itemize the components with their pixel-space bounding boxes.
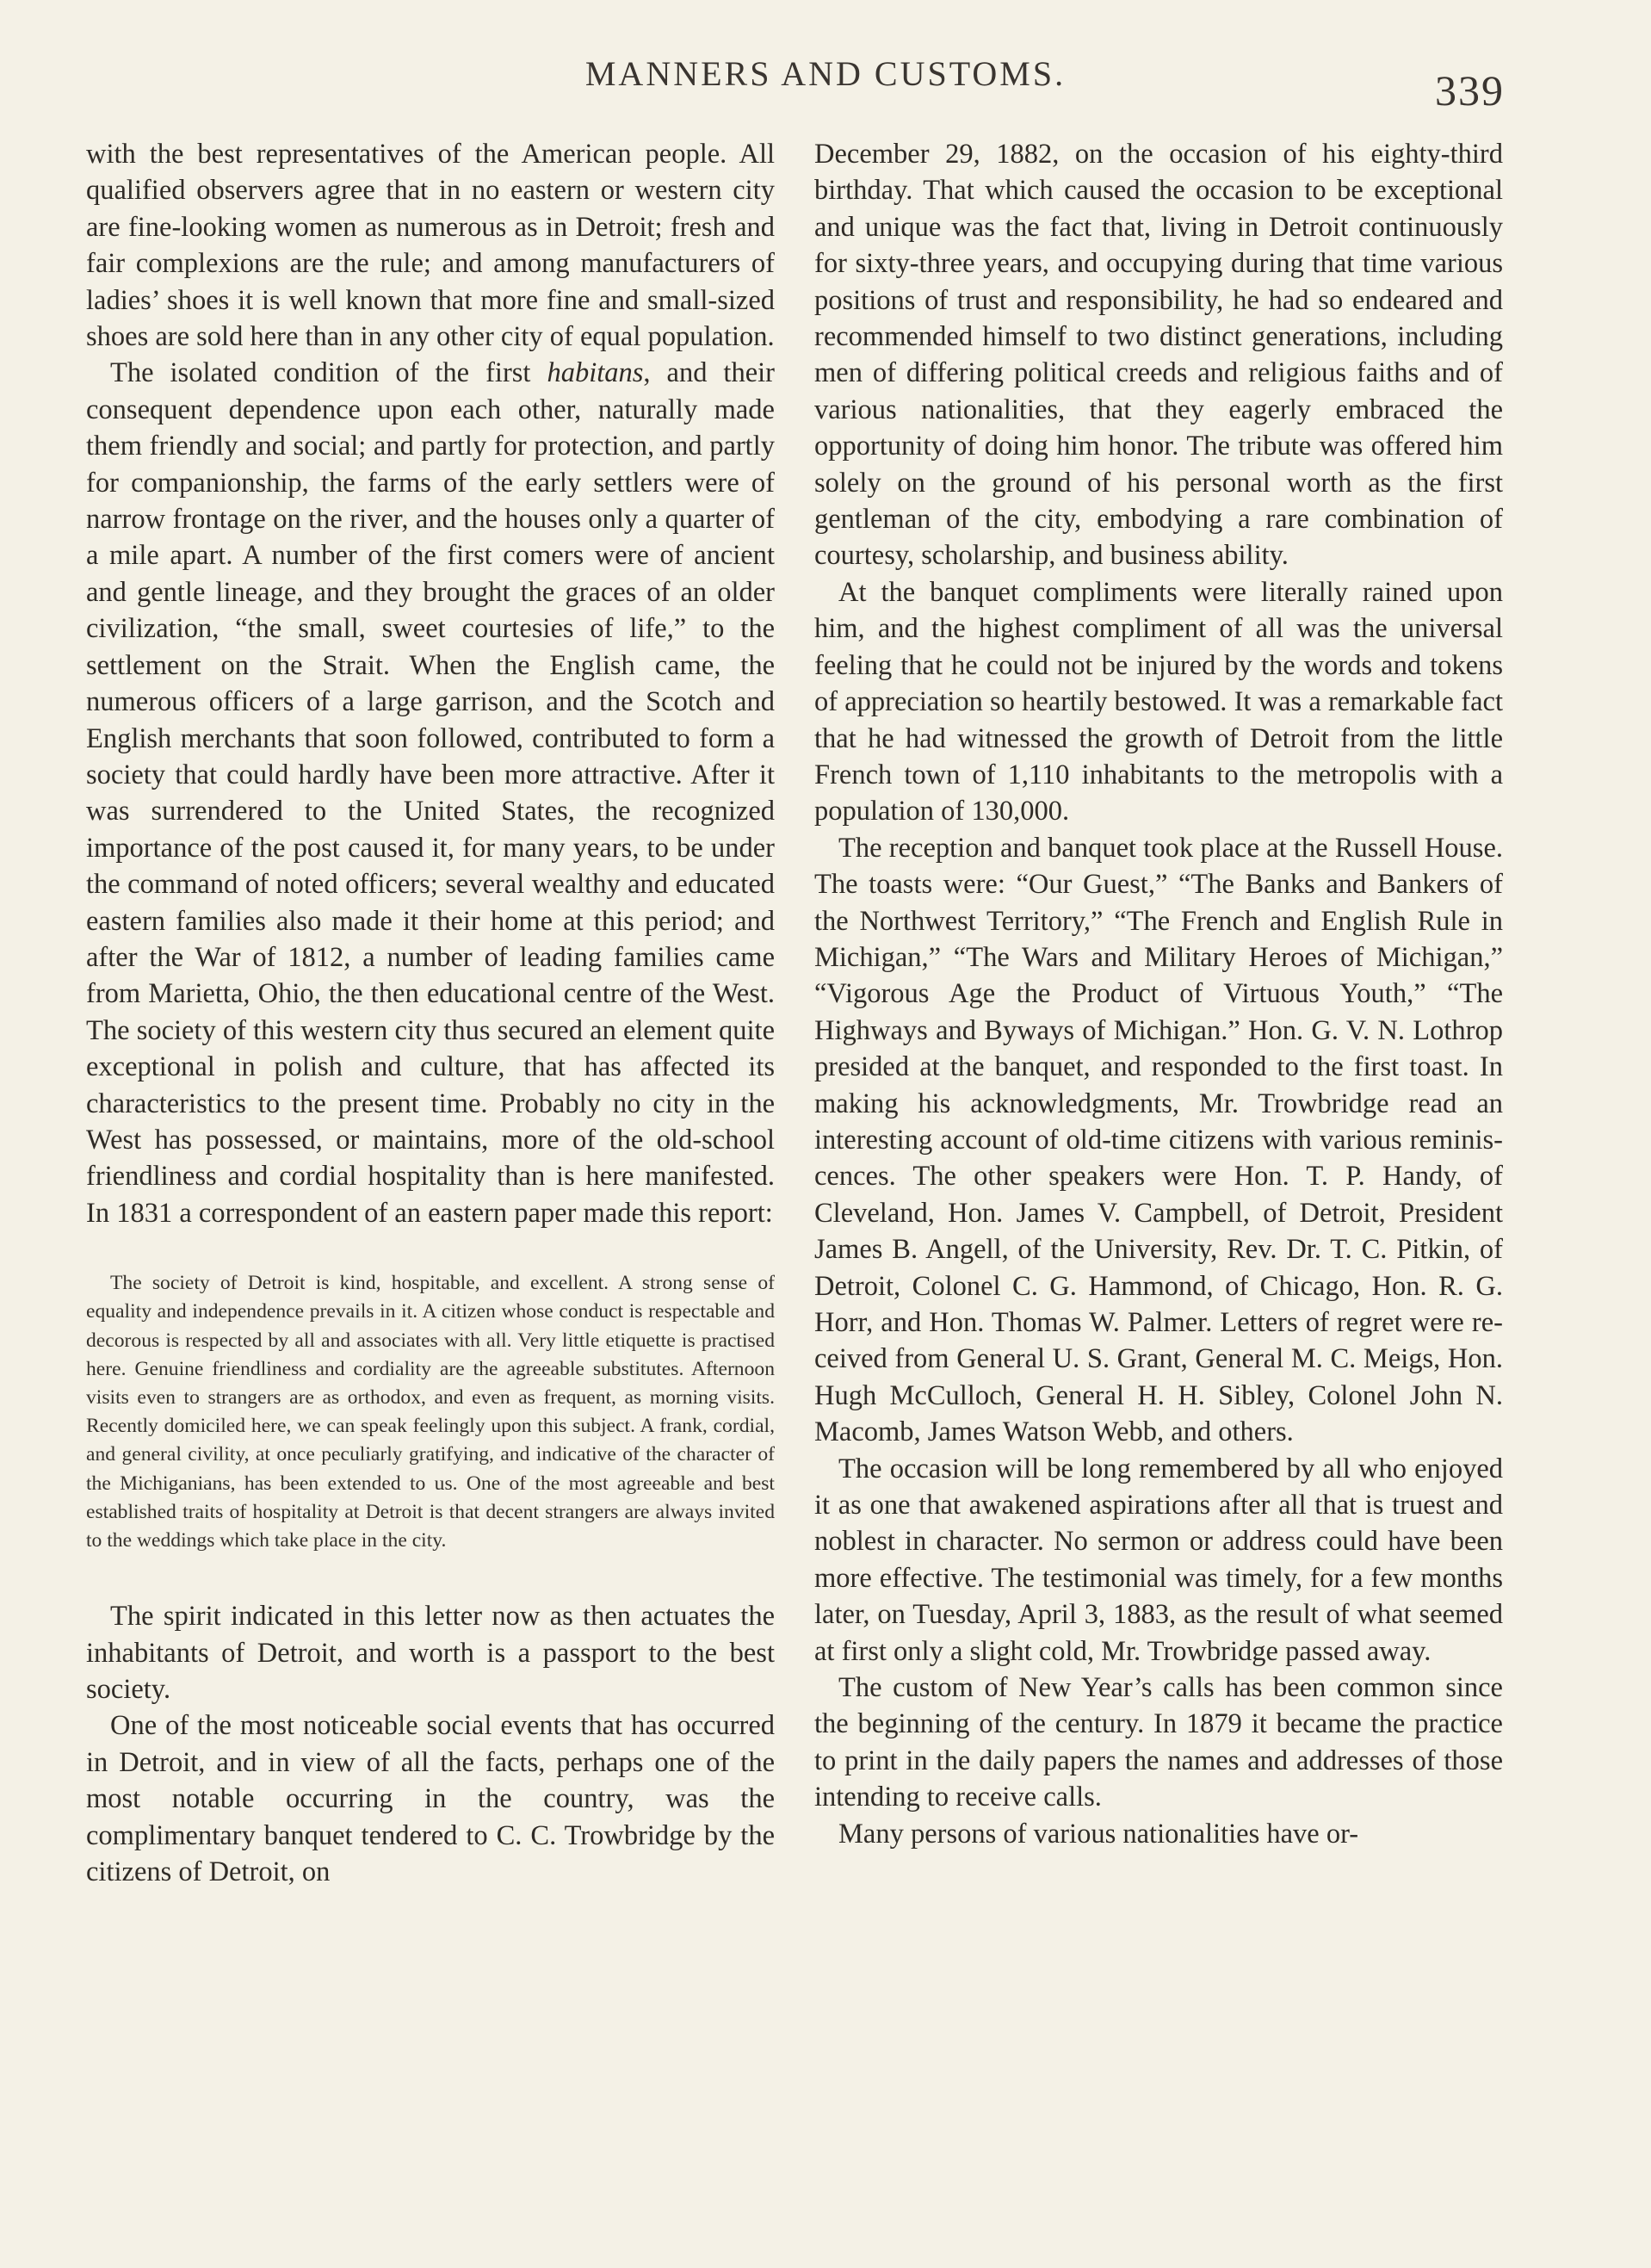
italic-term: habitans <box>547 357 644 389</box>
paragraph: One of the most noticeable social events that has occurred in Detroit, and in view of all the facts, perhaps one of the most notable occurring in the country, was the complimentary banquet tendered to C. C. Trowbridge by the citizens of Detroit, on <box>86 1710 775 1888</box>
left-column <box>86 136 775 1890</box>
paragraph <box>86 355 775 1231</box>
paragraph: The spirit indicated in this letter now as then actuates the inhabitants of Detroit, and worth is a passport to the best society. <box>86 1601 775 1706</box>
paragraph: At the banquet compliments were literally rained upon him, and the highest compliment of all was the universal feeling that he could not be injured by the words and tokens of appreciation so heartily bestowed. It was a remarkable fact that he had witnessed the growth of Detroit from the little French town of 1,110 inhabitants to the metropolis with a population of 130,000. <box>814 576 1503 827</box>
paragraph: Many persons of various nationalities have or- <box>838 1818 1359 1850</box>
paragraph: The custom of New Year’s calls has been common since the beginning of the century. In 1879 it became the practice to print in the daily papers the names and addresses of those intending to receive calls. <box>814 1672 1503 1813</box>
running-title: MANNERS AND CUSTOMS. <box>584 54 1067 93</box>
paragraph: The occasion will be long remembered by all who enjoyed it as one that awakened aspirations after all that is truest and noblest in character. No sermon or address could have been more effective. The testimonial was timely, for a few months later, on Tuesday, April 3, 1883, as the result of what seemed at first only a slight cold, Mr. Trowbridge passed away. <box>814 1453 1503 1667</box>
paragraph: December 29, 1882, on the occasion of his eighty-third birthday. That which caused the occasion to be exceptional and unique was the fact that, living in Detroit continuously for sixty-three years, and occupying during that time various positions of trust and responsibility, he had so endeared and recommended himself to two distinct generations, including men of differing political creeds and religious faiths and of various nationalities, that they eagerly embraced the opportunity of doing him honor. The tribute was offered him solely on the ground of his personal worth as the first gentleman of the city, embodying a rare combination of courtesy, scholarship, and business ability. <box>814 139 1503 572</box>
page-number: 339 <box>1435 66 1505 115</box>
paragraph: with the best representatives of the American people. All qualified observers agree that in no eastern or western city are fine-looking women as numerous as in Detroit; fresh and fair complexions are the rule; and among manufacturers of ladies’ shoes it is well known that more fine and small-sized shoes are sold here than in any other city of equal population. <box>86 139 775 353</box>
text-span: , and their consequent dependence upon each other, naturally made them friendly and social; and partly for protection, and partly for companionship, the farms of the early settlers were of narrow frontage on the river, and the houses only a quarter of a mile apart. A number of the first comers were of ancient and gentle lineage, and they brought the graces of an older civilization, “the small, sweet courtesies of life,” to the settlement on the Strait. When the English came, the numerous officers of a large garrison, and the Scotch and English merchants that soon followed, contributed to form a society that could hardly have been more attractive. After it was surrendered to the United States, the recognized importance of the post caused it, for many years, to be under the command of noted officers; several wealthy and educated eastern families also made it their home at this period; and after the War of 1812, a number of leading families came from Marietta, Ohio, the then educational centre of the West. The society of this western city thus secured an element quite exceptional in polish and culture, that has affected its characteristics to the present time. Probably no city in the West has possessed, or maintains, more of the old-school friendliness and cordial hospitality than is here manifested. In 1831 a correspondent of an eastern paper made this report: <box>86 357 775 1229</box>
right-column <box>814 136 1503 1852</box>
paragraph: The reception and banquet took place at the Russell House. The toasts were: “Our Guest,” “The Banks and Bankers of the Northwest Territory,” “The French and English Rule in Michigan,” “The Wars and Military Heroes of Michigan,” “Vigorous Age the Product of Virtuous Youth,” “The Highways and Byways of Michigan.” Hon. G. V. N. Lothrop presided at the banquet, and responded to the first toast. In making his acknowledgments, Mr. Trowbridge read an interesting account of old-time citizens with various reminiscences. The other speakers were Hon. T. P. Handy, of Cleveland, Hon. James V. Campbell, of Detroit, President James B. Angell, of the University, Rev. Dr. T. C. Pitkin, of Detroit, Colonel C. G. Hammond, of Chicago, Hon. R. G. Horr, and Hon. Thomas W. Palmer. Letters of regret were received from General U. S. Grant, General M. C. Meigs, Hon. Hugh McCulloch, General H. H. Sibley, Colonel John N. Macomb, James Watson Webb, and others. <box>814 832 1503 1448</box>
text-span: The isolated condition of the first <box>110 357 547 389</box>
block-quote: The society of Detroit is kind, hospitable, and excellent. A strong sense of equality and independence prevails in it. A citizen whose conduct is respectable and decorous is respected by all and associates with all. Very little etiquette is practised here. Genuine friendliness and cordiality are the agreeable substitutes. Afternoon visits even to strangers are as orthodox, and even as frequent, as morning visits. Recently domiciled here, we can speak feelingly upon this subject. A frank, cordial, and general civility, at once peculiarly gratifying, and indicative of the character of the Michiganians, has been extended to us. One of the most agreeable and best established traits of hospitality at Detroit is that decent strangers are always invited to the weddings which take place in the city. <box>86 1272 775 1552</box>
